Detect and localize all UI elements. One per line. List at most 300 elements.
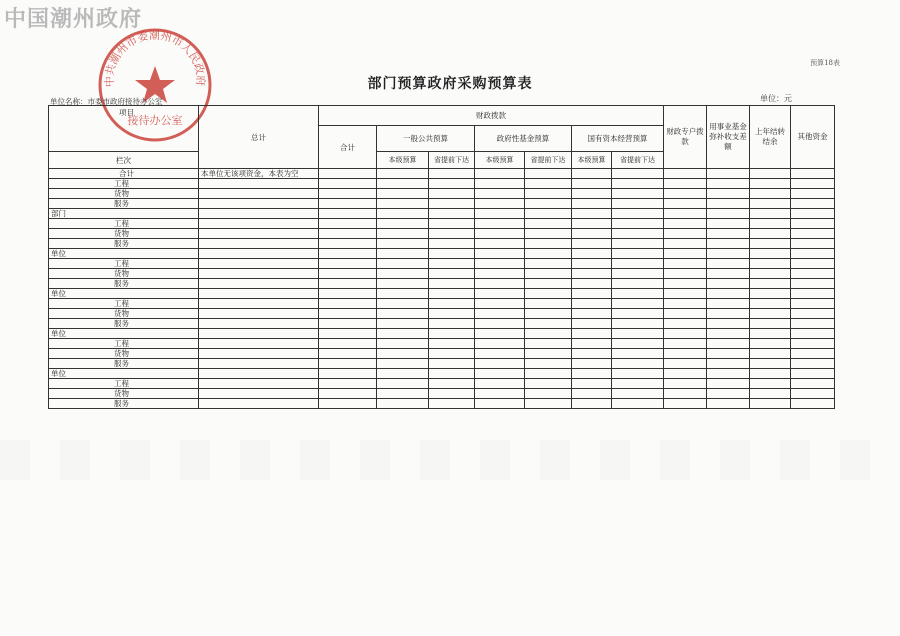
value-cell bbox=[319, 199, 377, 209]
value-cell bbox=[377, 239, 429, 249]
value-cell bbox=[319, 339, 377, 349]
row-label: 服务 bbox=[49, 319, 199, 329]
table-row bbox=[49, 239, 835, 249]
header-business-fund: 用事业基金弥补收支差额 bbox=[707, 106, 750, 169]
value-cell bbox=[750, 349, 791, 359]
header-gov-fund: 政府性基金预算 bbox=[475, 126, 572, 152]
value-cell bbox=[750, 399, 791, 409]
value-cell bbox=[707, 329, 750, 339]
value-cell bbox=[429, 229, 475, 239]
value-cell bbox=[572, 299, 612, 309]
value-cell bbox=[664, 329, 707, 339]
value-cell bbox=[750, 299, 791, 309]
value-cell bbox=[319, 359, 377, 369]
value-cell bbox=[525, 249, 572, 259]
row-total-cell bbox=[199, 349, 319, 359]
value-cell bbox=[572, 289, 612, 299]
value-cell bbox=[429, 399, 475, 409]
value-cell bbox=[612, 239, 664, 249]
value-cell bbox=[612, 259, 664, 269]
header-other-funds: 其他资金 bbox=[791, 106, 835, 169]
header-fiscal-special: 财政专户拨款 bbox=[664, 106, 707, 169]
value-cell bbox=[475, 259, 525, 269]
value-cell bbox=[525, 389, 572, 399]
table-row bbox=[49, 269, 835, 279]
value-cell bbox=[612, 309, 664, 319]
value-cell bbox=[572, 249, 612, 259]
header-fiscal: 财政拨款 bbox=[319, 106, 664, 126]
value-cell bbox=[664, 209, 707, 219]
value-cell bbox=[791, 259, 835, 269]
value-cell bbox=[750, 249, 791, 259]
header-current-budget: 本级预算 bbox=[475, 152, 525, 169]
value-cell bbox=[377, 279, 429, 289]
value-cell bbox=[475, 239, 525, 249]
header-total: 总计 bbox=[199, 106, 319, 169]
value-cell bbox=[572, 209, 612, 219]
value-cell bbox=[707, 229, 750, 239]
value-cell bbox=[707, 239, 750, 249]
row-total-cell bbox=[199, 229, 319, 239]
value-cell bbox=[525, 349, 572, 359]
row-total-cell bbox=[199, 189, 319, 199]
value-cell bbox=[525, 239, 572, 249]
value-cell bbox=[707, 279, 750, 289]
row-label: 合计 bbox=[49, 169, 199, 179]
value-cell bbox=[525, 189, 572, 199]
row-total-cell bbox=[199, 299, 319, 309]
value-cell bbox=[319, 299, 377, 309]
value-cell bbox=[429, 329, 475, 339]
value-cell bbox=[707, 369, 750, 379]
value-cell bbox=[572, 359, 612, 369]
value-cell bbox=[750, 369, 791, 379]
value-cell bbox=[707, 219, 750, 229]
value-cell bbox=[750, 189, 791, 199]
value-cell bbox=[319, 249, 377, 259]
row-label: 工程 bbox=[49, 219, 199, 229]
value-cell bbox=[319, 209, 377, 219]
value-cell bbox=[612, 359, 664, 369]
svg-text:接待办公室: 接待办公室 bbox=[127, 114, 183, 127]
row-total-cell bbox=[199, 289, 319, 299]
value-cell bbox=[612, 349, 664, 359]
value-cell bbox=[612, 319, 664, 329]
value-cell bbox=[791, 179, 835, 189]
value-cell bbox=[572, 269, 612, 279]
value-cell bbox=[525, 339, 572, 349]
row-label: 货物 bbox=[49, 389, 199, 399]
value-cell bbox=[664, 179, 707, 189]
value-cell bbox=[525, 229, 572, 239]
value-cell bbox=[525, 359, 572, 369]
value-cell bbox=[664, 399, 707, 409]
table-row bbox=[49, 379, 835, 389]
row-label: 部门 bbox=[49, 209, 199, 219]
value-cell bbox=[791, 299, 835, 309]
value-cell bbox=[377, 199, 429, 209]
value-cell bbox=[319, 369, 377, 379]
value-cell bbox=[750, 359, 791, 369]
value-cell bbox=[572, 329, 612, 339]
value-cell bbox=[572, 259, 612, 269]
row-label: 工程 bbox=[49, 379, 199, 389]
value-cell bbox=[664, 319, 707, 329]
table-row bbox=[49, 189, 835, 199]
row-total-cell bbox=[199, 369, 319, 379]
value-cell bbox=[612, 379, 664, 389]
value-cell bbox=[791, 279, 835, 289]
value-cell bbox=[750, 269, 791, 279]
row-label: 货物 bbox=[49, 269, 199, 279]
value-cell bbox=[429, 319, 475, 329]
value-cell bbox=[319, 179, 377, 189]
value-cell bbox=[319, 219, 377, 229]
value-cell bbox=[525, 299, 572, 309]
value-cell bbox=[429, 279, 475, 289]
value-cell bbox=[707, 309, 750, 319]
row-total-cell bbox=[199, 219, 319, 229]
value-cell bbox=[475, 369, 525, 379]
value-cell bbox=[707, 399, 750, 409]
value-cell bbox=[612, 269, 664, 279]
value-cell bbox=[664, 309, 707, 319]
value-cell bbox=[707, 269, 750, 279]
row-total-cell: 本单位无该项资金，本表为空 bbox=[199, 169, 319, 179]
value-cell bbox=[791, 269, 835, 279]
value-cell bbox=[525, 259, 572, 269]
value-cell bbox=[429, 309, 475, 319]
value-cell bbox=[429, 299, 475, 309]
budget-table bbox=[48, 105, 835, 409]
value-cell bbox=[707, 389, 750, 399]
value-cell bbox=[707, 189, 750, 199]
value-cell bbox=[750, 329, 791, 339]
value-cell bbox=[612, 199, 664, 209]
value-cell bbox=[664, 249, 707, 259]
value-cell bbox=[664, 299, 707, 309]
row-label: 服务 bbox=[49, 399, 199, 409]
value-cell bbox=[750, 289, 791, 299]
value-cell bbox=[791, 229, 835, 239]
value-cell bbox=[612, 219, 664, 229]
unit-name: 单位名称：市委市政府接待办公室 bbox=[50, 97, 163, 106]
value-cell bbox=[791, 379, 835, 389]
row-label: 工程 bbox=[49, 339, 199, 349]
value-cell bbox=[475, 249, 525, 259]
row-total-cell bbox=[199, 279, 319, 289]
header-current-budget: 本级预算 bbox=[377, 152, 429, 169]
value-cell bbox=[664, 189, 707, 199]
value-cell bbox=[377, 219, 429, 229]
value-cell bbox=[475, 209, 525, 219]
value-cell bbox=[664, 389, 707, 399]
table-row bbox=[49, 279, 835, 289]
value-cell bbox=[525, 209, 572, 219]
value-cell bbox=[612, 229, 664, 239]
value-cell bbox=[319, 399, 377, 409]
value-cell bbox=[319, 269, 377, 279]
value-cell bbox=[572, 189, 612, 199]
value-cell bbox=[612, 369, 664, 379]
value-cell bbox=[475, 269, 525, 279]
value-cell bbox=[791, 329, 835, 339]
row-label: 货物 bbox=[49, 189, 199, 199]
value-cell bbox=[664, 239, 707, 249]
value-cell bbox=[525, 169, 572, 179]
value-cell bbox=[377, 229, 429, 239]
value-cell bbox=[525, 219, 572, 229]
value-cell bbox=[664, 269, 707, 279]
value-cell bbox=[319, 379, 377, 389]
value-cell bbox=[791, 319, 835, 329]
value-cell bbox=[664, 349, 707, 359]
value-cell bbox=[475, 229, 525, 239]
value-cell bbox=[791, 359, 835, 369]
table-row bbox=[49, 199, 835, 209]
row-label: 单位 bbox=[49, 329, 199, 339]
row-total-cell bbox=[199, 359, 319, 369]
row-label: 单位 bbox=[49, 249, 199, 259]
value-cell bbox=[429, 249, 475, 259]
value-cell bbox=[319, 169, 377, 179]
row-label: 服务 bbox=[49, 199, 199, 209]
value-cell bbox=[475, 219, 525, 229]
value-cell bbox=[750, 379, 791, 389]
table-row bbox=[49, 289, 835, 299]
row-total-cell bbox=[199, 239, 319, 249]
value-cell bbox=[429, 369, 475, 379]
table-row bbox=[49, 249, 835, 259]
value-cell bbox=[377, 269, 429, 279]
row-total-cell bbox=[199, 389, 319, 399]
row-label: 服务 bbox=[49, 239, 199, 249]
value-cell bbox=[707, 379, 750, 389]
table-row bbox=[49, 339, 835, 349]
row-total-cell bbox=[199, 249, 319, 259]
value-cell bbox=[572, 339, 612, 349]
value-cell bbox=[707, 349, 750, 359]
value-cell bbox=[429, 389, 475, 399]
value-cell bbox=[572, 219, 612, 229]
value-cell bbox=[612, 209, 664, 219]
value-cell bbox=[707, 339, 750, 349]
value-cell bbox=[319, 259, 377, 269]
value-cell bbox=[707, 319, 750, 329]
value-cell bbox=[707, 249, 750, 259]
value-cell bbox=[707, 199, 750, 209]
value-cell bbox=[572, 179, 612, 189]
row-label: 货物 bbox=[49, 309, 199, 319]
value-cell bbox=[525, 269, 572, 279]
row-label: 货物 bbox=[49, 349, 199, 359]
value-cell bbox=[429, 349, 475, 359]
watermark: 中国潮州政府 bbox=[4, 6, 143, 32]
value-cell bbox=[429, 289, 475, 299]
value-cell bbox=[319, 229, 377, 239]
value-cell bbox=[707, 179, 750, 189]
value-cell bbox=[475, 329, 525, 339]
row-total-cell bbox=[199, 309, 319, 319]
form-number: 预算18表 bbox=[810, 59, 840, 67]
value-cell bbox=[612, 329, 664, 339]
value-cell bbox=[612, 389, 664, 399]
value-cell bbox=[475, 309, 525, 319]
value-cell bbox=[664, 369, 707, 379]
value-cell bbox=[664, 229, 707, 239]
value-cell bbox=[664, 289, 707, 299]
row-total-cell bbox=[199, 399, 319, 409]
value-cell bbox=[572, 169, 612, 179]
value-cell bbox=[377, 359, 429, 369]
row-total-cell bbox=[199, 339, 319, 349]
value-cell bbox=[429, 259, 475, 269]
value-cell bbox=[475, 199, 525, 209]
value-cell bbox=[572, 349, 612, 359]
row-total-cell bbox=[199, 259, 319, 269]
value-cell bbox=[525, 199, 572, 209]
table-row bbox=[49, 359, 835, 369]
value-cell bbox=[750, 229, 791, 239]
value-cell bbox=[612, 189, 664, 199]
value-cell bbox=[750, 309, 791, 319]
value-cell bbox=[664, 339, 707, 349]
value-cell bbox=[377, 299, 429, 309]
value-cell bbox=[791, 309, 835, 319]
row-total-cell bbox=[199, 199, 319, 209]
value-cell bbox=[377, 179, 429, 189]
header-carryover: 上年结转结余 bbox=[750, 106, 791, 169]
value-cell bbox=[664, 359, 707, 369]
value-cell bbox=[475, 189, 525, 199]
value-cell bbox=[525, 329, 572, 339]
value-cell bbox=[791, 289, 835, 299]
value-cell bbox=[377, 339, 429, 349]
value-cell bbox=[429, 269, 475, 279]
table-row bbox=[49, 319, 835, 329]
row-total-cell bbox=[199, 379, 319, 389]
value-cell bbox=[475, 339, 525, 349]
value-cell bbox=[572, 229, 612, 239]
value-cell bbox=[791, 189, 835, 199]
header-general-budget: 一般公共预算 bbox=[377, 126, 475, 152]
value-cell bbox=[377, 379, 429, 389]
header-state-capital: 国有资本经营预算 bbox=[572, 126, 664, 152]
value-cell bbox=[612, 289, 664, 299]
value-cell bbox=[750, 239, 791, 249]
table-row bbox=[49, 309, 835, 319]
value-cell bbox=[572, 309, 612, 319]
value-cell bbox=[319, 309, 377, 319]
value-cell bbox=[664, 279, 707, 289]
header-province-allocated: 省提前下达 bbox=[525, 152, 572, 169]
value-cell bbox=[750, 179, 791, 189]
value-cell bbox=[572, 239, 612, 249]
value-cell bbox=[475, 299, 525, 309]
value-cell bbox=[319, 349, 377, 359]
value-cell bbox=[612, 399, 664, 409]
value-cell bbox=[664, 199, 707, 209]
value-cell bbox=[429, 339, 475, 349]
value-cell bbox=[612, 299, 664, 309]
value-cell bbox=[525, 379, 572, 389]
value-cell bbox=[572, 399, 612, 409]
value-cell bbox=[612, 249, 664, 259]
value-cell bbox=[525, 279, 572, 289]
table-row bbox=[49, 329, 835, 339]
value-cell bbox=[791, 399, 835, 409]
value-cell bbox=[750, 169, 791, 179]
value-cell bbox=[750, 219, 791, 229]
value-cell bbox=[475, 279, 525, 289]
value-cell bbox=[429, 379, 475, 389]
value-cell bbox=[429, 209, 475, 219]
value-cell bbox=[664, 259, 707, 269]
row-total-cell bbox=[199, 179, 319, 189]
row-label: 单位 bbox=[49, 369, 199, 379]
value-cell bbox=[377, 349, 429, 359]
value-cell bbox=[377, 169, 429, 179]
header-province-allocated: 省提前下达 bbox=[612, 152, 664, 169]
value-cell bbox=[791, 199, 835, 209]
value-cell bbox=[377, 189, 429, 199]
value-cell bbox=[475, 359, 525, 369]
value-cell bbox=[750, 339, 791, 349]
value-cell bbox=[475, 379, 525, 389]
value-cell bbox=[750, 199, 791, 209]
value-cell bbox=[377, 259, 429, 269]
row-label: 工程 bbox=[49, 179, 199, 189]
row-label: 服务 bbox=[49, 359, 199, 369]
value-cell bbox=[664, 379, 707, 389]
value-cell bbox=[572, 389, 612, 399]
row-label: 工程 bbox=[49, 299, 199, 309]
value-cell bbox=[319, 329, 377, 339]
value-cell bbox=[475, 399, 525, 409]
table-row bbox=[49, 209, 835, 219]
value-cell bbox=[750, 319, 791, 329]
value-cell bbox=[377, 319, 429, 329]
value-cell bbox=[319, 289, 377, 299]
row-total-cell bbox=[199, 269, 319, 279]
value-cell bbox=[791, 209, 835, 219]
value-cell bbox=[377, 249, 429, 259]
value-cell bbox=[750, 209, 791, 219]
value-cell bbox=[664, 219, 707, 229]
value-cell bbox=[612, 179, 664, 189]
table-row bbox=[49, 169, 835, 179]
value-cell bbox=[377, 389, 429, 399]
row-label: 工程 bbox=[49, 259, 199, 269]
value-cell bbox=[429, 199, 475, 209]
value-cell bbox=[429, 359, 475, 369]
value-cell bbox=[525, 319, 572, 329]
value-cell bbox=[707, 359, 750, 369]
header-item: 项目 bbox=[49, 106, 199, 152]
value-cell bbox=[572, 279, 612, 289]
value-cell bbox=[319, 279, 377, 289]
scan-artifact bbox=[0, 440, 900, 480]
value-cell bbox=[707, 289, 750, 299]
value-cell bbox=[377, 209, 429, 219]
value-cell bbox=[475, 289, 525, 299]
value-cell bbox=[707, 299, 750, 309]
value-cell bbox=[750, 279, 791, 289]
value-cell bbox=[707, 209, 750, 219]
value-cell bbox=[572, 369, 612, 379]
value-cell bbox=[377, 399, 429, 409]
value-cell bbox=[791, 249, 835, 259]
